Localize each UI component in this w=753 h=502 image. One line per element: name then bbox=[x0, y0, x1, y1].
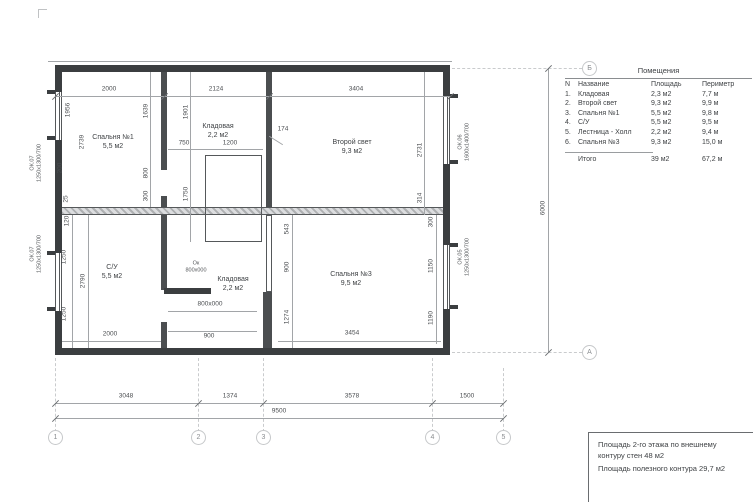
dim-line-bath-vertical2 bbox=[88, 215, 89, 348]
interior-wall-v1-lower bbox=[161, 215, 167, 290]
table-row bbox=[565, 119, 752, 129]
dim-label: 1639 bbox=[142, 103, 150, 119]
window-tag-name: ОК.05 bbox=[457, 249, 464, 265]
stair-opening bbox=[205, 155, 262, 242]
dim-label: 900 bbox=[283, 261, 291, 273]
dim-label: 1500 bbox=[459, 392, 475, 400]
dim-label: 750 bbox=[178, 139, 190, 147]
axis-number: 5 bbox=[501, 434, 506, 441]
axis-number: 1 bbox=[53, 434, 58, 441]
dim-label: 300 bbox=[427, 216, 435, 228]
inner-window-sill bbox=[164, 288, 211, 294]
window-sill bbox=[450, 305, 458, 309]
window-tag-left-top bbox=[30, 144, 43, 182]
table-row bbox=[565, 91, 752, 101]
dim-line-hall-vertical bbox=[190, 72, 191, 242]
window-sill bbox=[47, 307, 55, 311]
dim-label: 1200 bbox=[222, 139, 238, 147]
dim-label: 1750 bbox=[182, 186, 190, 202]
dim-label: 2000 bbox=[102, 330, 118, 338]
dim-label: 3454 bbox=[344, 329, 360, 337]
cell-n: 4. bbox=[565, 119, 571, 127]
window-sill bbox=[47, 251, 55, 255]
dim-label: 2124 bbox=[208, 85, 224, 93]
dim-label: 900 bbox=[203, 332, 215, 340]
dim-line-bottom-row1 bbox=[55, 403, 503, 404]
dim-label: 2739 bbox=[78, 134, 86, 150]
dim-label: 2000 bbox=[101, 85, 117, 93]
total-perimeter: 67,2 м bbox=[702, 156, 723, 164]
dim-label: 3578 bbox=[344, 392, 360, 400]
axis-extension-4 bbox=[432, 358, 433, 432]
window-tag-size: 1250х1300/700 bbox=[36, 235, 42, 273]
room-label-bedroom1 bbox=[92, 133, 133, 151]
cell-name: Спальня №1 bbox=[578, 109, 620, 117]
crop-mark bbox=[38, 9, 47, 10]
window-tag-right-top bbox=[458, 123, 471, 161]
room-name: Спальня №3 bbox=[330, 271, 372, 278]
dim-label: 800 bbox=[142, 167, 150, 179]
cell-n: 1. bbox=[565, 90, 571, 98]
cell-n: 3. bbox=[565, 109, 571, 117]
window-sill bbox=[47, 90, 55, 94]
window-left-top bbox=[55, 92, 62, 140]
cell-n: 6. bbox=[565, 138, 571, 146]
axis-bubble-5 bbox=[496, 430, 511, 445]
dim-label: 6000 bbox=[539, 200, 547, 216]
dim-label: 800х000 bbox=[197, 300, 223, 308]
axis-bubble-a bbox=[582, 345, 597, 360]
dim-line-room1-vertical bbox=[150, 72, 151, 207]
room-label-storage-top bbox=[202, 122, 233, 140]
room-name: Второй свет bbox=[332, 139, 372, 146]
note-line1: Площадь 2-го этажа по внешнему bbox=[598, 440, 717, 449]
cell-perimeter: 7,7 м bbox=[702, 90, 719, 98]
window-tag-name: ОК.07 bbox=[29, 155, 36, 171]
outer-wall-bottom bbox=[55, 348, 450, 355]
dim-label: 1274 bbox=[283, 309, 291, 325]
interior-wall-v1-bottom bbox=[161, 322, 167, 348]
header-n: N bbox=[565, 81, 571, 88]
axis-number: 3 bbox=[261, 434, 266, 441]
cell-perimeter: 9,4 м bbox=[702, 128, 719, 136]
dim-label: 120 bbox=[63, 215, 71, 227]
dim-label: 1250 bbox=[60, 249, 68, 265]
axis-bubble-3 bbox=[256, 430, 271, 445]
cell-name: Лестница - Холл bbox=[578, 128, 632, 136]
dim-label: 2790 bbox=[79, 273, 87, 289]
cell-n: 5. bbox=[565, 128, 571, 136]
dim-label: 1956 bbox=[64, 102, 72, 118]
axis-bubble-2 bbox=[191, 430, 206, 445]
room-area: 2,2 м2 bbox=[207, 132, 229, 139]
room-name: Спальня №1 bbox=[92, 134, 134, 141]
cell-n: 2. bbox=[565, 100, 571, 108]
window-tag-inner bbox=[185, 261, 206, 274]
dim-line-top bbox=[55, 96, 450, 97]
axis-extension-1 bbox=[55, 358, 56, 432]
cell-perimeter: 15,0 м bbox=[702, 138, 723, 146]
total-label: Итого bbox=[578, 156, 597, 164]
dim-label: 314 bbox=[416, 192, 424, 204]
dim-label: 1150 bbox=[427, 259, 435, 273]
table-separator bbox=[565, 148, 752, 156]
window-tag-size: 1600х1400/700 bbox=[464, 123, 470, 161]
axis-extension-2 bbox=[198, 358, 199, 432]
dim-line-bed3-right bbox=[436, 215, 437, 344]
dim-line-right-total bbox=[548, 68, 549, 352]
dim-label: 174 bbox=[277, 125, 289, 133]
table-total-row bbox=[565, 156, 752, 166]
cell-area: 5,5 м2 bbox=[651, 119, 672, 127]
window-tag-size: 800х000 bbox=[185, 267, 207, 273]
cell-area: 9,3 м2 bbox=[651, 138, 672, 146]
room-area: 2,2 м2 bbox=[222, 285, 244, 292]
interior-wall-v1-upper bbox=[161, 72, 167, 170]
axis-extension-b bbox=[452, 68, 582, 69]
header-name: Название bbox=[578, 81, 610, 88]
crop-mark bbox=[38, 9, 39, 18]
room-area: 9,3 м2 bbox=[341, 148, 363, 155]
room-area: 5,5 м2 bbox=[102, 143, 124, 150]
table-row bbox=[565, 129, 752, 139]
dim-label: 1250 bbox=[60, 306, 68, 322]
dim-label: 25 bbox=[62, 195, 70, 203]
dim-label: 200 bbox=[56, 162, 64, 174]
header-perimeter: Периметр bbox=[702, 81, 735, 88]
rooms-table-title: Помещения bbox=[565, 66, 752, 79]
table-row bbox=[565, 110, 752, 120]
cell-area: 5,5 м2 bbox=[651, 109, 672, 117]
outer-wall-top bbox=[55, 65, 450, 72]
cell-area: 9,3 м2 bbox=[651, 100, 672, 108]
room-area: 5,5 м2 bbox=[101, 273, 123, 280]
axis-number: 2 bbox=[196, 434, 201, 441]
dim-label: 2731 bbox=[416, 142, 424, 158]
cell-name: Кладовая bbox=[578, 90, 610, 98]
cell-name: С/У bbox=[578, 119, 590, 127]
room-label-bathroom bbox=[102, 263, 122, 281]
room-label-storage-bottom bbox=[217, 275, 248, 293]
dim-line-bottom-total bbox=[55, 418, 503, 419]
cell-perimeter: 9,5 м bbox=[702, 119, 719, 127]
axis-letter: А bbox=[587, 349, 592, 356]
axis-bubble-4 bbox=[425, 430, 440, 445]
dim-line-bath-bottom bbox=[62, 341, 161, 342]
window-tag-name: ОК.07 bbox=[29, 246, 36, 262]
dim-label: 9500 bbox=[271, 407, 287, 415]
dim-label: 3404 bbox=[348, 85, 364, 93]
window-right-bottom bbox=[443, 245, 450, 309]
room-name: С/У bbox=[106, 264, 118, 271]
window-tag-name: ОК.06 bbox=[457, 134, 464, 150]
table-row bbox=[565, 139, 752, 149]
interior-partition-v3 bbox=[266, 215, 272, 292]
cell-perimeter: 9,8 м bbox=[702, 109, 719, 117]
room-name: Кладовая bbox=[202, 123, 234, 130]
window-tag-right-bottom bbox=[458, 238, 471, 276]
room-name: Кладовая bbox=[217, 276, 249, 283]
rooms-table bbox=[565, 66, 752, 166]
room-area: 9,5 м2 bbox=[340, 280, 362, 287]
axis-number: 4 bbox=[430, 434, 435, 441]
dim-label: 3048 bbox=[118, 392, 134, 400]
dim-label: 1374 bbox=[222, 392, 238, 400]
axis-bubble-1 bbox=[48, 430, 63, 445]
axis-letter: Б bbox=[587, 65, 592, 72]
area-note-block bbox=[588, 432, 753, 502]
dim-line-bed3-bottom bbox=[278, 341, 441, 342]
total-area: 39 м2 bbox=[651, 156, 670, 164]
cell-name: Второй свет bbox=[578, 100, 618, 108]
window-tag-name: Ок bbox=[192, 260, 200, 267]
cell-area: 2,2 м2 bbox=[651, 128, 672, 136]
axis-extension-5 bbox=[503, 368, 504, 432]
dim-label: 543 bbox=[283, 223, 291, 235]
dim-line-closet1 bbox=[168, 311, 257, 312]
axis-extension-3 bbox=[263, 358, 264, 432]
note-line3: Площадь полезного контура 29,7 м2 bbox=[598, 464, 726, 473]
room-label-bedroom3 bbox=[330, 270, 371, 288]
room-label-second-light bbox=[332, 138, 371, 156]
cell-area: 2,3 м2 bbox=[651, 90, 672, 98]
cell-perimeter: 9,9 м bbox=[702, 100, 719, 108]
header-area: Площадь bbox=[651, 81, 682, 88]
interior-wall-v3-dark bbox=[263, 292, 272, 348]
window-sill bbox=[47, 136, 55, 140]
axis-extension-a bbox=[452, 352, 582, 353]
dim-line-bath-vertical1 bbox=[72, 215, 73, 348]
roof-eave-line bbox=[48, 61, 452, 62]
dim-line-mid-horizontal bbox=[168, 149, 263, 150]
dim-line-bed3-left bbox=[292, 215, 293, 348]
dim-label: 1190 bbox=[427, 311, 435, 325]
table-row bbox=[565, 100, 752, 110]
cell-name: Спальня №3 bbox=[578, 138, 620, 146]
dim-label: 1901 bbox=[182, 104, 190, 120]
window-tag-size: 1250х1300/700 bbox=[36, 144, 42, 182]
rooms-table-header bbox=[565, 81, 752, 91]
window-right-top bbox=[443, 96, 450, 164]
window-tag-size: 1250х1300/700 bbox=[464, 238, 470, 276]
dim-label: 300 bbox=[142, 190, 150, 202]
note-line2: контуру стен 48 м2 bbox=[598, 450, 665, 460]
dim-line-secondlight-vertical bbox=[424, 72, 425, 215]
window-tag-left-bottom bbox=[30, 235, 43, 273]
